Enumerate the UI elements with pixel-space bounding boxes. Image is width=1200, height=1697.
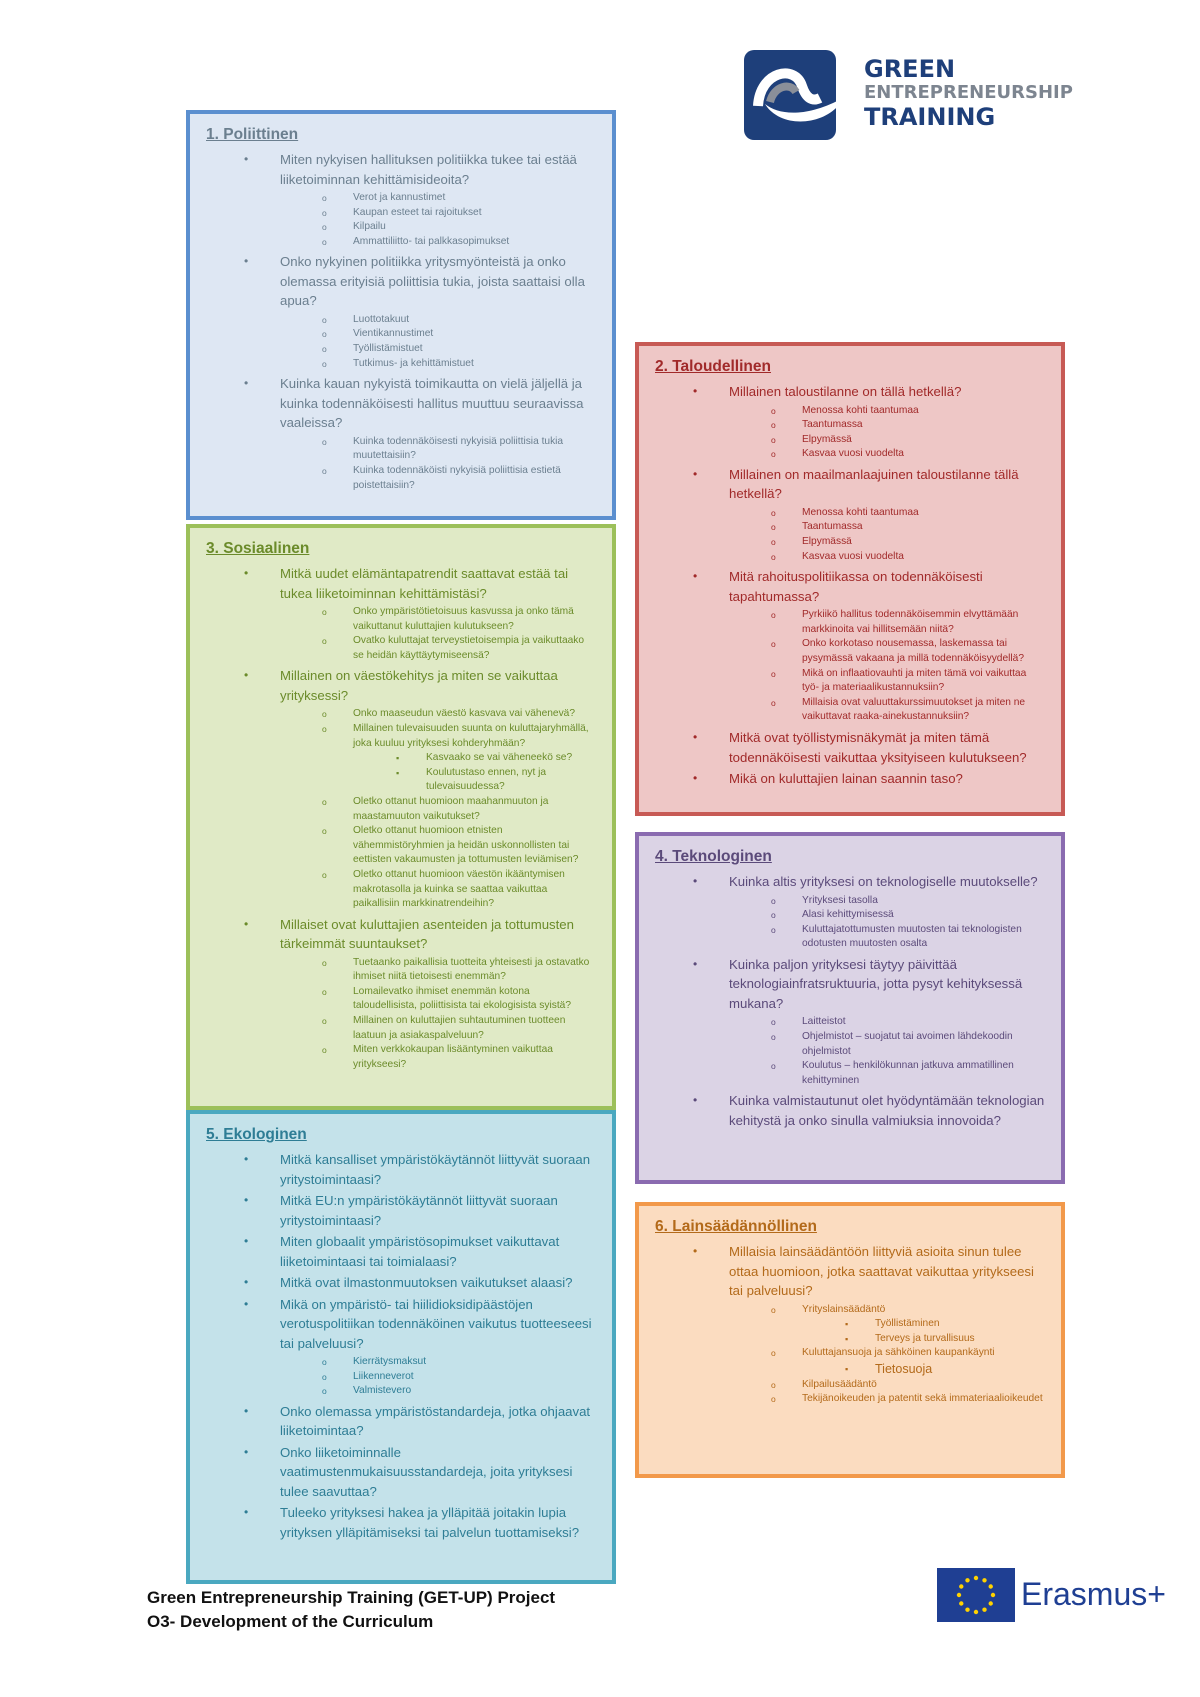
sub-list xyxy=(655,506,1045,564)
sub-item: o Kilpailusäädäntö xyxy=(655,1378,1045,1393)
eu-star xyxy=(982,1608,986,1612)
question-item: • Kuinka valmistautunut olet hyödyntämään teknologian kehitystä ja onko sinulla valmiuksia innovoida? xyxy=(655,1091,1045,1130)
question-item: • Miten nykyisen hallituksen politiikka tukee tai estää liiketoiminnan kehittämisideoita? xyxy=(206,150,596,189)
eu-star xyxy=(965,1578,969,1582)
question-item: • Millainen on maailmanlaajuinen taloustilanne tällä hetkellä? xyxy=(655,465,1045,504)
logo-line2: ENTREPRENEURSHIP xyxy=(864,82,1073,103)
sub-sub-item: ▪ Koulutustaso ennen, nyt ja tulevaisuudessa? xyxy=(206,766,596,795)
sub-item: o Miten verkkokaupan lisääntyminen vaikuttaa yritykseesi? xyxy=(206,1043,596,1072)
eco-list xyxy=(206,1150,596,1542)
sub-item: o Mikä on inflaatiovauhti ja miten tämä voi vaikuttaa työ- ja materiaalikustannuksiin? xyxy=(655,667,1045,696)
legal-section xyxy=(635,1202,1065,1478)
question-item: • Mitkä uudet elämäntapatrendit saattavat estää tai tukea liiketoiminnan kehittämistäsi? xyxy=(206,564,596,603)
erasmus-logo xyxy=(937,1568,1187,1624)
question-item: • Millaisia lainsäädäntöön liittyviä asioita sinun tulee ottaa huomioon, jotka saattavat vaikuttaa yritykseesi tai palveluusi? xyxy=(655,1242,1045,1301)
eu-star xyxy=(965,1608,969,1612)
sub-item: o Kasvaa vuosi vuodelta xyxy=(655,550,1045,565)
sub-sub-item: ▪ Terveys ja turvallisuus xyxy=(655,1332,1045,1347)
footer-line2: O3- Development of the Curriculum xyxy=(147,1612,434,1631)
sub-sub-item: ▪ Kasvaako se vai väheneekö se? xyxy=(206,751,596,766)
sub-list xyxy=(206,1355,596,1399)
question-item: • Millainen taloustilanne on tällä hetkellä? xyxy=(655,382,1045,402)
sub-item: o Kuluttajansuoja ja sähköinen kaupankäynti xyxy=(655,1346,1045,1361)
econ-list xyxy=(655,382,1045,789)
sub-list xyxy=(206,313,596,371)
sub-item: o Oletko ottanut huomioon maahanmuuton ja maastamuuton vaikutukset? xyxy=(206,795,596,824)
sub-item: o Ovatko kuluttajat terveystietoisempia ja vaikuttaako se heidän käyttäytymiseensä? xyxy=(206,634,596,663)
question-item: • Miten globaalit ympäristösopimukset vaikuttavat liiketoimintaasi tai toimialaasi? xyxy=(206,1232,596,1271)
sub-item: o Elpymässä xyxy=(655,433,1045,448)
sub-item: o Onko korkotaso nousemassa, laskemassa tai pysymässä vakaana ja millä todennäköisyydellä? xyxy=(655,637,1045,666)
sub-list xyxy=(206,435,596,493)
sub-list xyxy=(206,707,596,911)
sub-item: o Menossa kohti taantumaa xyxy=(655,506,1045,521)
question-item: • Kuinka paljon yrityksesi täytyy päivittää teknologiainfratsruktuuria, jotta pysyt kehityksessä mukana? xyxy=(655,955,1045,1014)
sub-list xyxy=(655,894,1045,952)
sub-item: o Elpymässä xyxy=(655,535,1045,550)
sub-item: o Kierrätysmaksut xyxy=(206,1355,596,1370)
sub-list xyxy=(655,608,1045,725)
sub-item: o Menossa kohti taantumaa xyxy=(655,404,1045,419)
question-item: • Mikä on kuluttajien lainan saannin taso? xyxy=(655,769,1045,789)
sub-item: o Luottotakuut xyxy=(206,313,596,328)
sub-list xyxy=(206,605,596,663)
sub-item: o Taantumassa xyxy=(655,520,1045,535)
sub-item: o Alasi kehittymisessä xyxy=(655,908,1045,923)
sub-item: o Valmistevero xyxy=(206,1384,596,1399)
question-item: • Onko liiketoiminnalle vaatimustenmukaisuusstandardeja, joita yrityksesi tulee saavuttaa? xyxy=(206,1443,596,1502)
social-section xyxy=(186,524,616,1110)
question-item: • Mitä rahoituspolitiikassa on todennäköisesti tapahtumassa? xyxy=(655,567,1045,606)
sub-item: o Yrityksesi tasolla xyxy=(655,894,1045,909)
get-up-logo xyxy=(740,46,1073,146)
eu-star xyxy=(959,1601,963,1605)
sub-list xyxy=(206,956,596,1073)
sub-item: o Onko ympäristötietoisuus kasvussa ja onko tämä vaikuttanut kuluttajien kulutukseen? xyxy=(206,605,596,634)
eu-star xyxy=(959,1584,963,1588)
footer-line1: Green Entrepreneurship Training (GET-UP) Project xyxy=(147,1588,556,1607)
sub-item: o Kasvaa vuosi vuodelta xyxy=(655,447,1045,462)
question-item: • Mitkä kansalliset ympäristökäytännöt liittyvät suoraan yritystoimintaasi? xyxy=(206,1150,596,1189)
logo-line3: TRAINING xyxy=(864,103,996,131)
question-item: • Kuinka kauan nykyistä toimikautta on vielä jäljellä ja kuinka todennäköisesti hallitus muuttuu seuraavissa vaaleissa? xyxy=(206,374,596,433)
eco-section xyxy=(186,1110,616,1584)
sub-item: o Pyrkiikö hallitus todennäköisemmin elvyttämään markkinoita vai hillitsemään niitä? xyxy=(655,608,1045,637)
footer xyxy=(147,1586,555,1634)
erasmus-label: Erasmus+ xyxy=(1021,1576,1166,1612)
econ-title: 2. Taloudellinen xyxy=(655,358,771,375)
tech-title: 4. Teknologinen xyxy=(655,848,772,865)
social-title: 3. Sosiaalinen xyxy=(206,540,310,557)
sub-list xyxy=(655,404,1045,462)
social-list xyxy=(206,564,596,1072)
sub-item: o Yrityslainsäädäntö xyxy=(655,1303,1045,1318)
sub-item: o Tekijänoikeuden ja patentit sekä immateriaalioikeudet xyxy=(655,1392,1045,1407)
get-up-logo-icon xyxy=(740,46,840,146)
eu-flag-icon xyxy=(937,1568,1015,1622)
sub-list xyxy=(655,1303,1045,1408)
sub-item: o Millainen tulevaisuuden suunta on kuluttajaryhmällä, joka kuuluu yrityksesi kohderyhmään? xyxy=(206,722,596,751)
sub-item: o Ohjelmistot – suojatut tai avoimen lähdekoodin ohjelmistot xyxy=(655,1030,1045,1059)
sub-item: o Tutkimus- ja kehittämistuet xyxy=(206,357,596,372)
sub-item: o Kuinka todennäköisti nykyisiä poliittisia estietä poistettaisiin? xyxy=(206,464,596,493)
legal-list xyxy=(655,1242,1045,1407)
sub-item: o Verot ja kannustimet xyxy=(206,191,596,206)
eu-star xyxy=(991,1593,995,1597)
politic-list xyxy=(206,150,596,493)
question-item: • Kuinka altis yrityksesi on teknologiselle muutokselle? xyxy=(655,872,1045,892)
tech-list xyxy=(655,872,1045,1130)
sub-item: o Työllistämistuet xyxy=(206,342,596,357)
sub-item: o Laitteistot xyxy=(655,1015,1045,1030)
question-item: • Tuleeko yrityksesi hakea ja ylläpitää joitakin lupia yrityksen ylläpitämiseksi tai palvelun tuottamiseksi? xyxy=(206,1503,596,1542)
question-item: • Mitkä ovat työllistymisnäkymät ja miten tämä todennäköisesti vaikuttaa yksityiseen kulutukseen? xyxy=(655,728,1045,767)
sub-list xyxy=(655,1015,1045,1088)
eu-star xyxy=(982,1578,986,1582)
politic-section xyxy=(186,110,616,520)
sub-list xyxy=(206,191,596,249)
sub-item: o Millainen on kuluttajien suhtautuminen tuotteen laatuun ja asiakaspalveluun? xyxy=(206,1014,596,1043)
question-item: • Mikä on ympäristö- tai hiilidioksidipäästöjen verotuspolitiikan todennäköinen vaikutus tuotteeseesi tai palveluusi? xyxy=(206,1295,596,1354)
politic-title: 1. Poliittinen xyxy=(206,126,299,143)
legal-title: 6. Lainsäädännöllinen xyxy=(655,1218,817,1235)
sub-sub-item: ▪ Tietosuoja xyxy=(655,1361,1045,1378)
sub-sub-item: ▪ Työllistäminen xyxy=(655,1317,1045,1332)
eu-star xyxy=(957,1593,961,1597)
sub-item: o Tuetaanko paikallisia tuotteita yhteisesti ja ostavatko ihmiset niitä tietoisesti enemmän? xyxy=(206,956,596,985)
sub-item: o Koulutus – henkilökunnan jatkuva ammatillinen kehittyminen xyxy=(655,1059,1045,1088)
question-item: • Onko olemassa ympäristöstandardeja, jotka ohjaavat liiketoimintaa? xyxy=(206,1402,596,1441)
sub-item: o Vientikannustimet xyxy=(206,327,596,342)
sub-item: o Millaisia ovat valuuttakurssimuutokset ja miten ne vaikuttavat raaka-ainekustannuksiin? xyxy=(655,696,1045,725)
eu-star xyxy=(974,1610,978,1614)
sub-item: o Onko maaseudun väestö kasvava vai vähenevä? xyxy=(206,707,596,722)
eu-star xyxy=(989,1584,993,1588)
sub-item: o Oletko ottanut huomioon väestön ikääntymisen makrotasolla ja kuinka se saattaa vaikuttaa paikallisiin markkinatrendeihin? xyxy=(206,868,596,912)
tech-section xyxy=(635,832,1065,1184)
sub-item: o Taantumassa xyxy=(655,418,1045,433)
sub-item: o Oletko ottanut huomioon etnisten vähemmistöryhmien ja heidän uskonnollisten tai eettisten vakaumusten ja tottumusten leviämisen? xyxy=(206,824,596,868)
question-item: • Millaiset ovat kuluttajien asenteiden ja tottumusten tärkeimmät suuntaukset? xyxy=(206,915,596,954)
question-item: • Onko nykyinen politiikka yritysmyönteistä ja onko olemassa erityisiä poliittisia tukia, joista saattaisi olla apua? xyxy=(206,252,596,311)
eco-title: 5. Ekologinen xyxy=(206,1126,307,1143)
eu-star xyxy=(989,1601,993,1605)
question-item: • Mitkä ovat ilmastonmuutoksen vaikutukset alaasi? xyxy=(206,1273,596,1293)
sub-item: o Ammattiliitto- tai palkkasopimukset xyxy=(206,235,596,250)
question-item: • Mitkä EU:n ympäristökäytännöt liittyvät suoraan yritystoimintaasi? xyxy=(206,1191,596,1230)
sub-item: o Kaupan esteet tai rajoitukset xyxy=(206,206,596,221)
question-item: • Millainen on väestökehitys ja miten se vaikuttaa yrityksessi? xyxy=(206,666,596,705)
sub-item: o Kuluttajatottumusten muutosten tai teknologisten odotusten muutosten osalta xyxy=(655,923,1045,952)
eu-star xyxy=(974,1576,978,1580)
econ-section xyxy=(635,342,1065,816)
sub-item: o Lomailevatko ihmiset enemmän kotona taloudellisista, poliittisista tai ekologisista syistä? xyxy=(206,985,596,1014)
sub-item: o Kilpailu xyxy=(206,220,596,235)
sub-item: o Liikenneverot xyxy=(206,1370,596,1385)
sub-item: o Kuinka todennäköisesti nykyisiä poliittisia tukia muutettaisiin? xyxy=(206,435,596,464)
logo-line1: GREEN xyxy=(864,55,956,83)
